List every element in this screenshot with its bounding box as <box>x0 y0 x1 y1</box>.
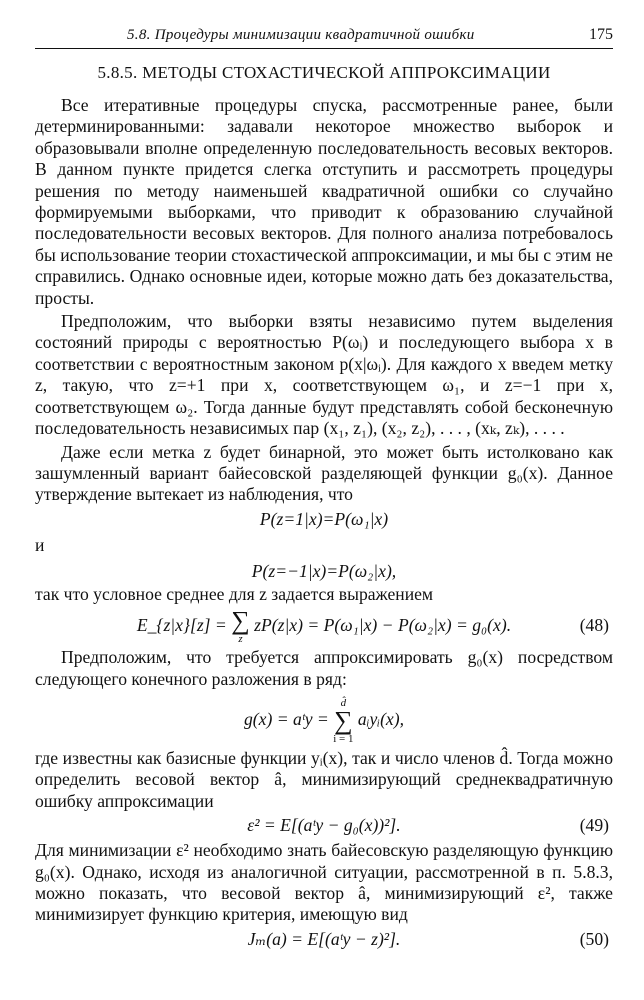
text-conditional-mean: так что условное среднее для z задается выражением <box>35 583 434 604</box>
equation-49-number: (49) <box>579 815 609 836</box>
equation-series-lhs: g(x) = aᵗy = <box>243 708 329 729</box>
running-head <box>35 26 613 49</box>
section-title: 5.8.5. МЕТОДЫ СТОХАСТИЧЕСКОЙ АППРОКСИМАЦИИ <box>97 63 551 82</box>
paragraph-label-noise: Даже если метка z будет бинарной, это может быть истолковано как зашумленный вариант байесовской разделяющей функции g₀(x). Данное утверждение вытекает из наблюдения, что <box>35 441 613 505</box>
equation-49-body: ε² = E[(aᵗy − g₀(x))²]. <box>247 815 401 836</box>
equation-48-lhs: E_{z|x}[z] = <box>136 615 227 636</box>
equation-pz1 <box>35 506 613 532</box>
sum-symbol: ∑ <box>231 606 250 636</box>
equation-48-sum-sub: z <box>238 633 243 646</box>
paragraph-assumption: Предположим, что выборки взяты независимо путем выделения состояний природы с вероятностью P(ωᵢ) и последующего выбора x в соответствии с вероятностным законом p(x|ωᵢ). Для каждого x введем метку z, такую, что z=+1 при x, соответствующем ω₁, и z=−1 при x, соответствующем ω₂. Тогда данные будут представлять собой бесконечную последовательность независимых пар (x₁, z₁), (x₂, z₂), . . . , (xₖ, zₖ), . . . . <box>35 311 613 439</box>
equation-pz2-body: P(z=−1|x)=P(ω₂|x), <box>251 560 397 581</box>
equation-48-rhs: zP(z|x) = P(ω₁|x) − P(ω₂|x) = g₀(x). <box>254 615 512 636</box>
equation-48 <box>35 605 613 645</box>
equation-pz2 <box>35 558 613 584</box>
page-number: 175 <box>589 26 613 43</box>
paragraph-basis: где известны как базисные функции yᵢ(x), так и число членов d̂. Тогда можно определить весовой вектор â, минимизирующий среднеквадратичную ошибку аппроксимации <box>35 747 613 811</box>
book-page <box>35 26 613 952</box>
conjunction-and: и <box>35 534 45 555</box>
equation-pz1-body: P(z=1|x)=P(ω₁|x) <box>259 508 389 529</box>
paragraph-approximation: Предположим, что требуется аппроксимировать g₀(x) посредством следующего конечного разложения в ряд: <box>35 647 613 689</box>
equation-48-number: (48) <box>579 615 609 636</box>
equation-series-sum <box>333 697 353 745</box>
conjunction-line <box>35 532 613 558</box>
equation-series <box>35 690 613 748</box>
paragraph-intro: Все итеративные процедуры спуска, рассмотренные ранее, были детерминированными: задавали некоторое множество выборок и образовывали вполне определенную последовательность весовых векторов. В данном пункте придется слегка отступить и рассмотреть процедуры решения по методу наименьшей квадратичной ошибки со случайно формируемыми выборками, что приводит к образованию случайной последовательности весовых векторов. Для полного анализа потребовалось бы использование теории стохастической аппроксимации, и мы бы с этим не справились. Однако основные идеи, которые можно дать без доказательства, просты. <box>35 95 613 308</box>
equation-series-rhs: aᵢyᵢ(x), <box>357 708 404 729</box>
equation-series-sum-top: d̂ <box>340 696 347 709</box>
sum-symbol: ∑ <box>334 705 353 735</box>
equation-50 <box>35 926 613 952</box>
equation-48-sum <box>231 606 250 646</box>
equation-50-body: Jₘ(a) = E[(aᵗy − z)²]. <box>247 928 401 949</box>
paragraph-criterion: Для минимизации ε² необходимо знать байесовскую разделяющую функцию g₀(x). Однако, исходя из аналогичной ситуации, рассмотренной в п. 5.8.3, можно показать, что весовой вектор â, минимизирующий ε², также минимизирует функцию критерия, имеющую вид <box>35 840 613 925</box>
running-head-title: 5.8. Процедуры минимизации квадратичной ошибки <box>127 27 475 43</box>
equation-49 <box>35 812 613 838</box>
equation-50-number: (50) <box>579 928 609 949</box>
equation-series-sum-bottom: i = 1 <box>333 732 354 745</box>
